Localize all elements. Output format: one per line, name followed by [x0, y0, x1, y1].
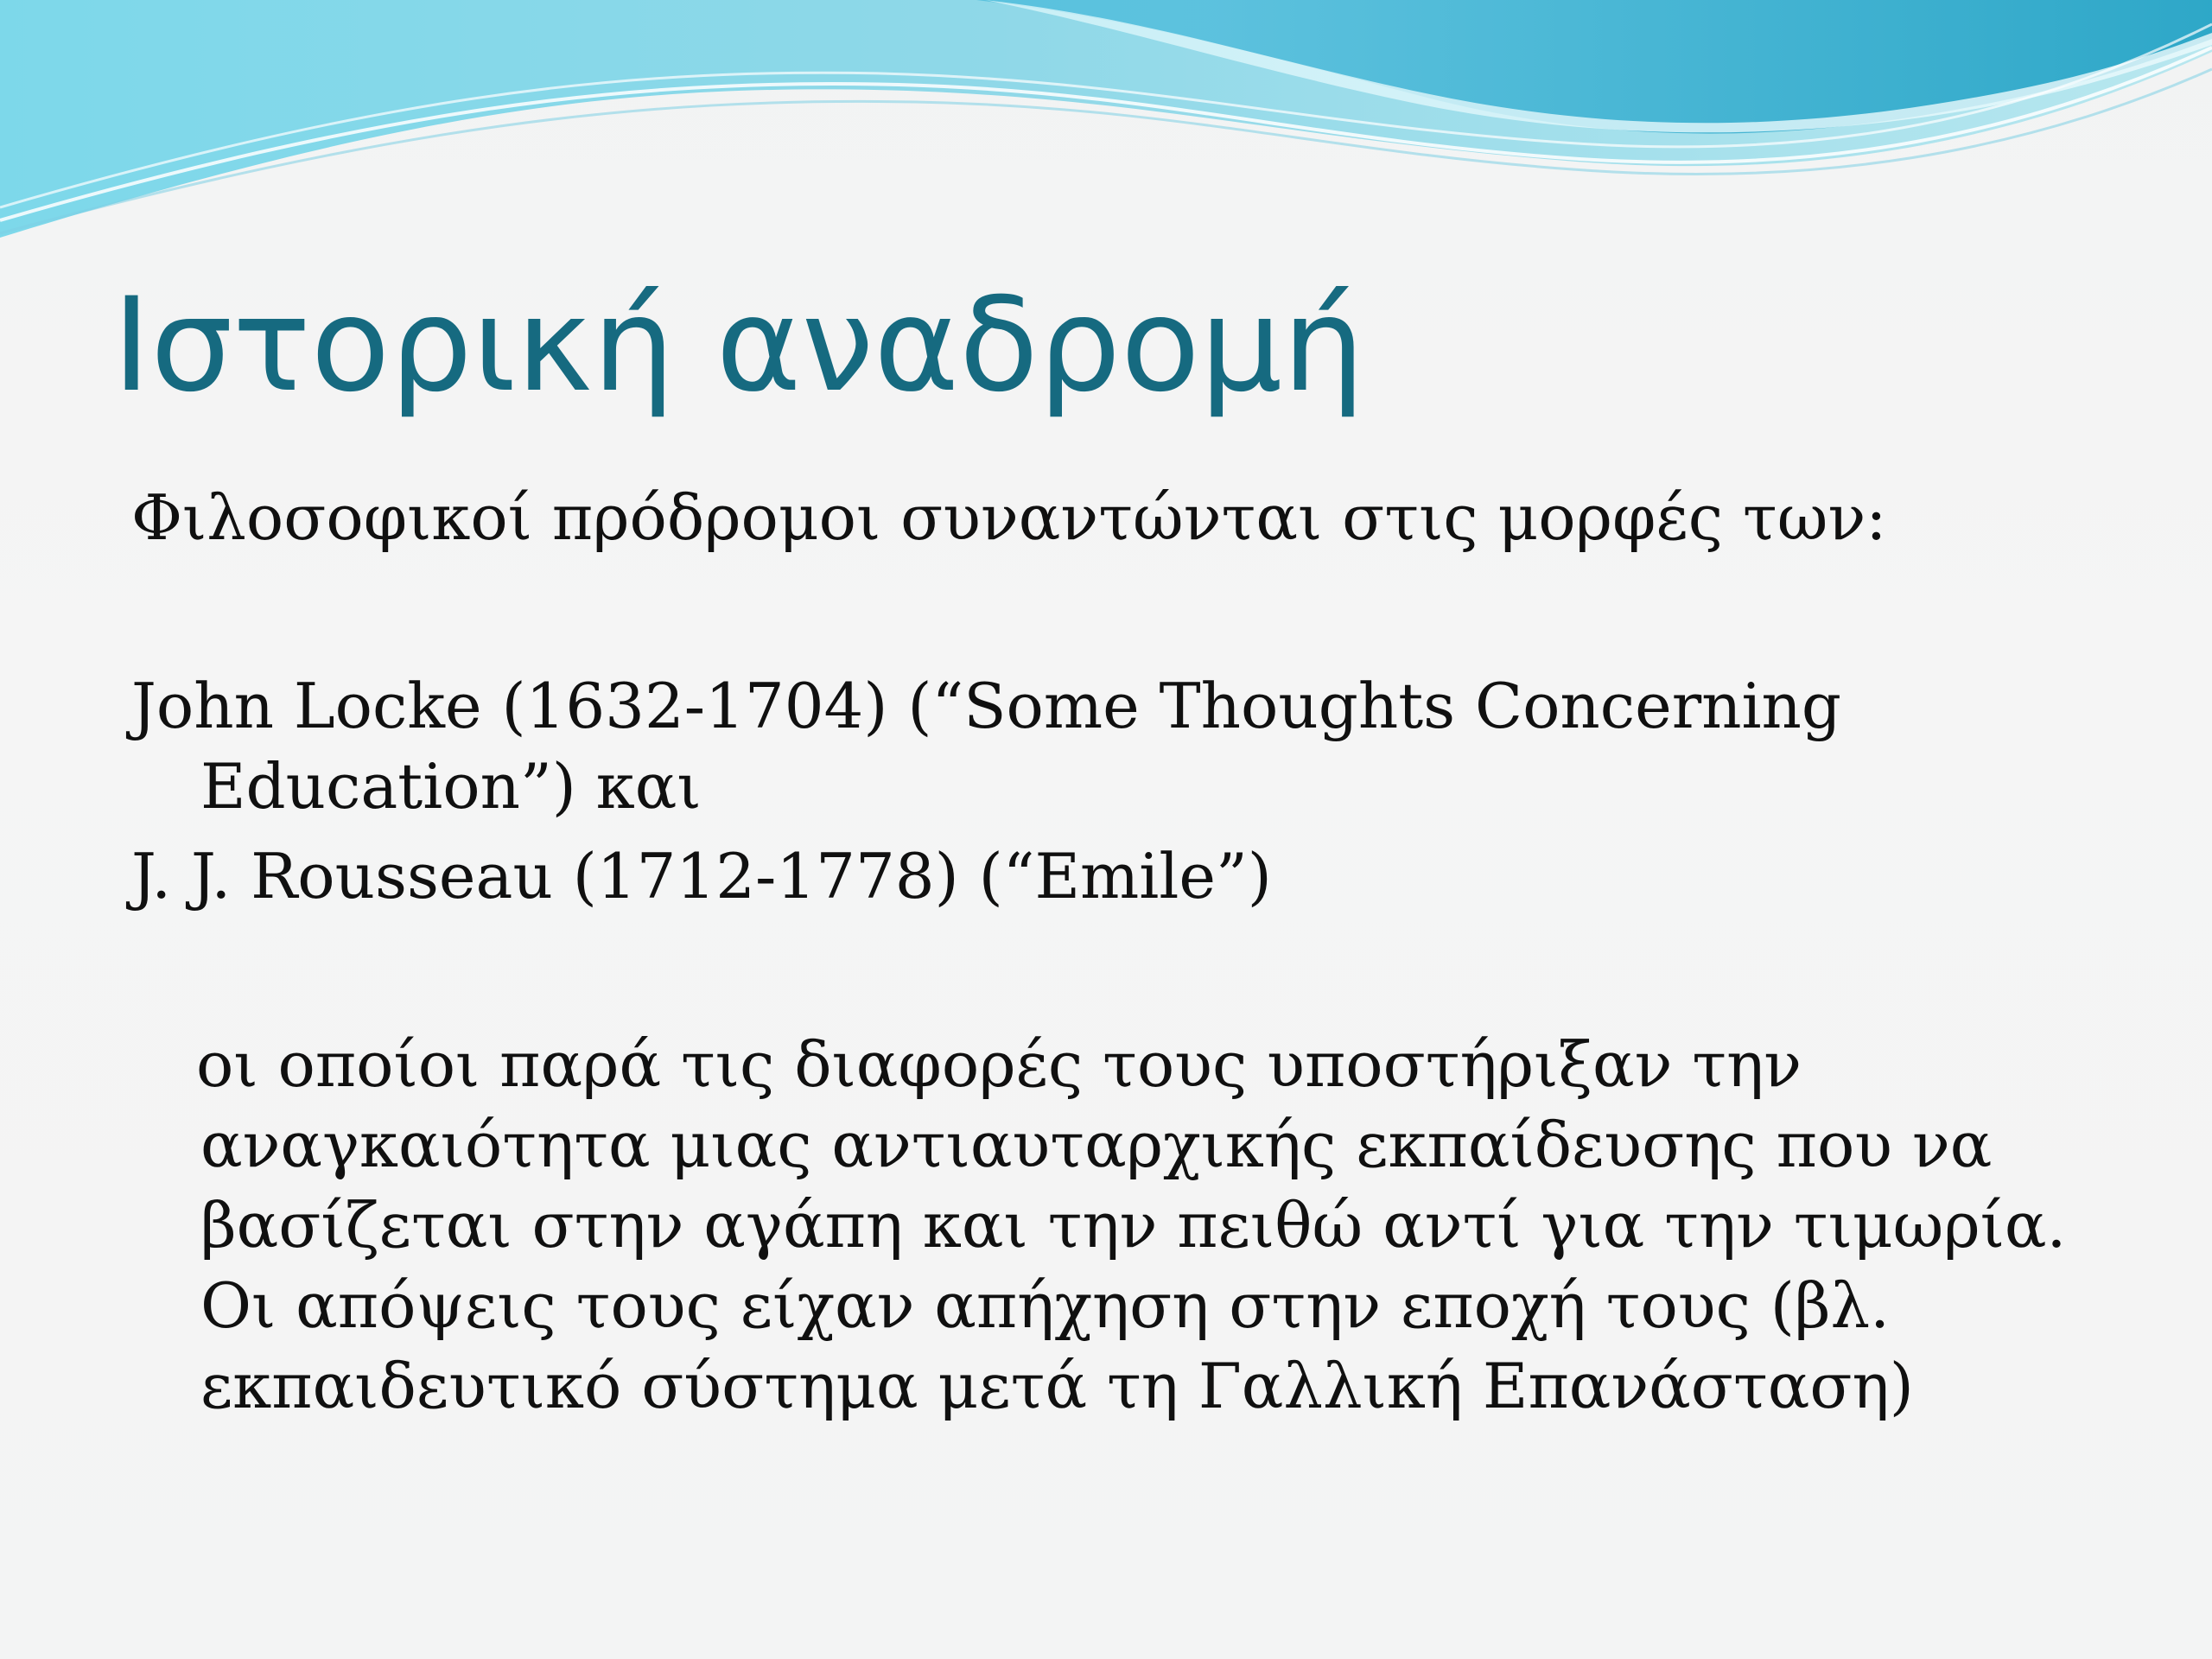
wave-decoration [0, 0, 2212, 259]
intro-paragraph: Φιλοσοφικοί πρόδρομοι συναντώνται στις μορφές των: [131, 481, 1887, 554]
locke-paragraph: John Locke (1632-1704) (“Some Thoughts Concerning Education”) και [131, 670, 1842, 823]
rousseau-paragraph: J. J. Rousseau (1712-1778) (“Emile”) [131, 840, 1272, 912]
slide-body [131, 478, 2084, 1427]
summary-paragraph: οι οποίοι παρά τις διαφορές τους υποστήριξαν την αναγκαιότητα μιας αντιαυταρχικής εκπαίδευσης που να βασίζεται στην αγάπη και την πειθώ αντί για την τιμωρία. Οι απόψεις τους είχαν απήχηση στην εποχή τους (βλ. εκπαιδευτικό σύστημα μετά τη Γαλλική Επανάσταση) [196, 1028, 2067, 1422]
slide-title: Ιστορική αναδρομή [112, 270, 1365, 421]
